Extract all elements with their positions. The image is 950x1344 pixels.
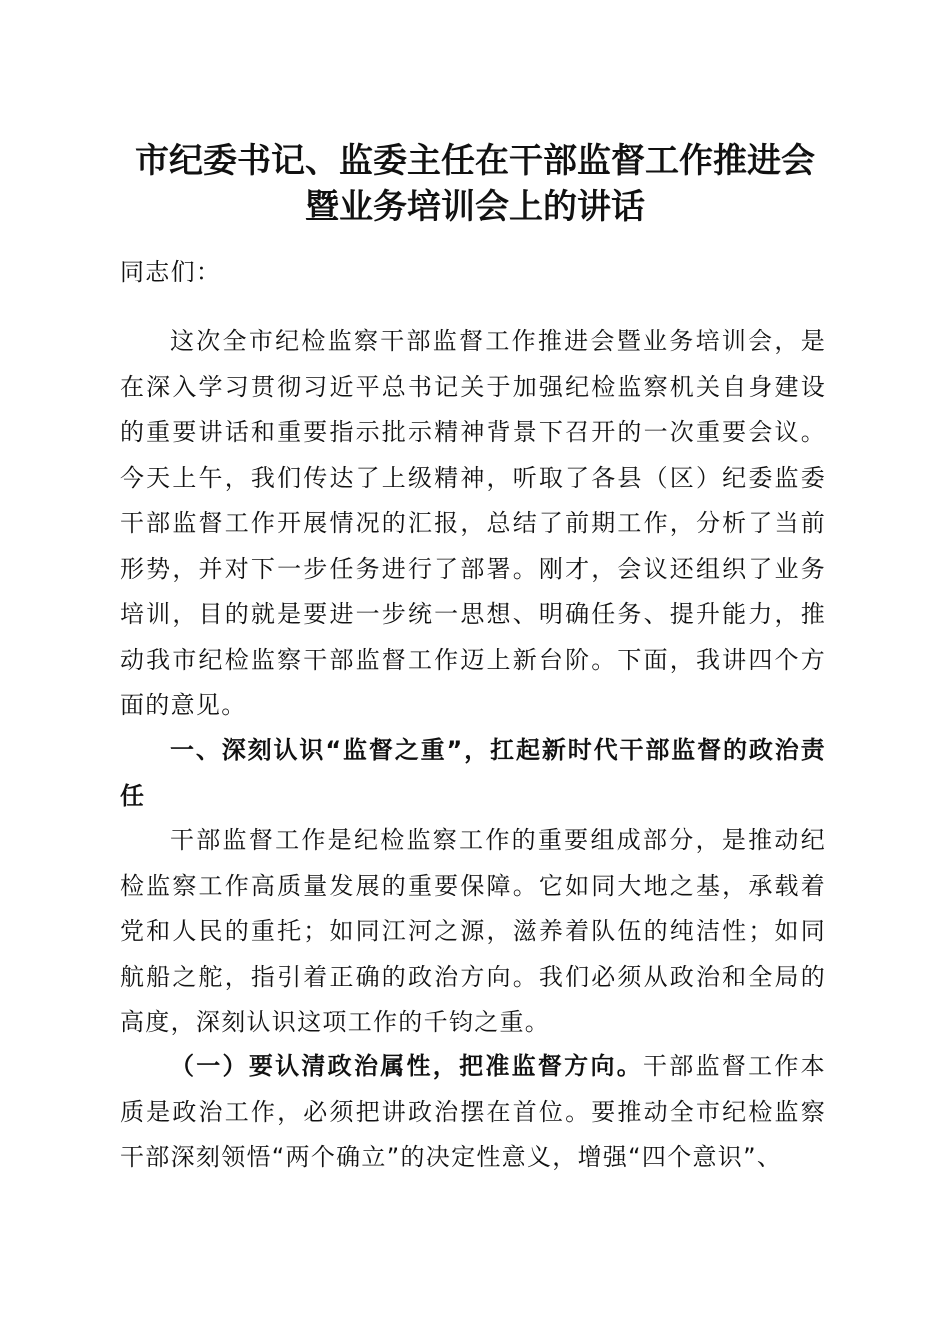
section-heading-1: 一、深刻认识“监督之重”，扛起新时代干部监督的政治责任 xyxy=(120,736,826,810)
subsection-1-text: 干部监督工作本质是政治工作，必须把讲政治摆在首位。要推动全市纪检监察干部深刻领悟“两个确立”的决定性意义，增强“四个意识”、 xyxy=(120,1052,826,1171)
greeting: 同志们： xyxy=(120,258,222,286)
subsection-1 xyxy=(120,1044,826,1181)
subsection-1-lead: （一）要认清政治属性，把准监督方向。 xyxy=(170,1052,644,1080)
paragraph-section-1: 干部监督工作是纪检监察工作的重要组成部分，是推动纪检监察工作高质量发展的重要保障。它如同大地之基，承载着党和人民的重托；如同江河之源，滋养着队伍的纯洁性；如同航船之舵，指引着正确的政治方向。我们必须从政治和全局的高度，深刻认识这项工作的千钧之重。 xyxy=(120,826,826,1036)
document-title-line-1: 市纪委书记、监委主任在干部监督工作推进会 xyxy=(135,141,815,181)
paragraph-intro: 这次全市纪检监察干部监督工作推进会暨业务培训会，是在深入学习贯彻习近平总书记关于加强纪检监察机关自身建设的重要讲话和重要指示批示精神背景下召开的一次重要会议。今天上午，我们传达了上级精神，听取了各县（区）纪委监委干部监督工作开展情况的汇报，总结了前期工作，分析了当前形势，并对下一步任务进行了部署。刚才，会议还组织了业务培训，目的就是要进一步统一思想、明确任务、提升能力，推动我市纪检监察干部监督工作迈上新台阶。下面，我讲四个方面的意见。 xyxy=(120,327,826,719)
document-title-line-2: 暨业务培训会上的讲话 xyxy=(305,187,645,227)
